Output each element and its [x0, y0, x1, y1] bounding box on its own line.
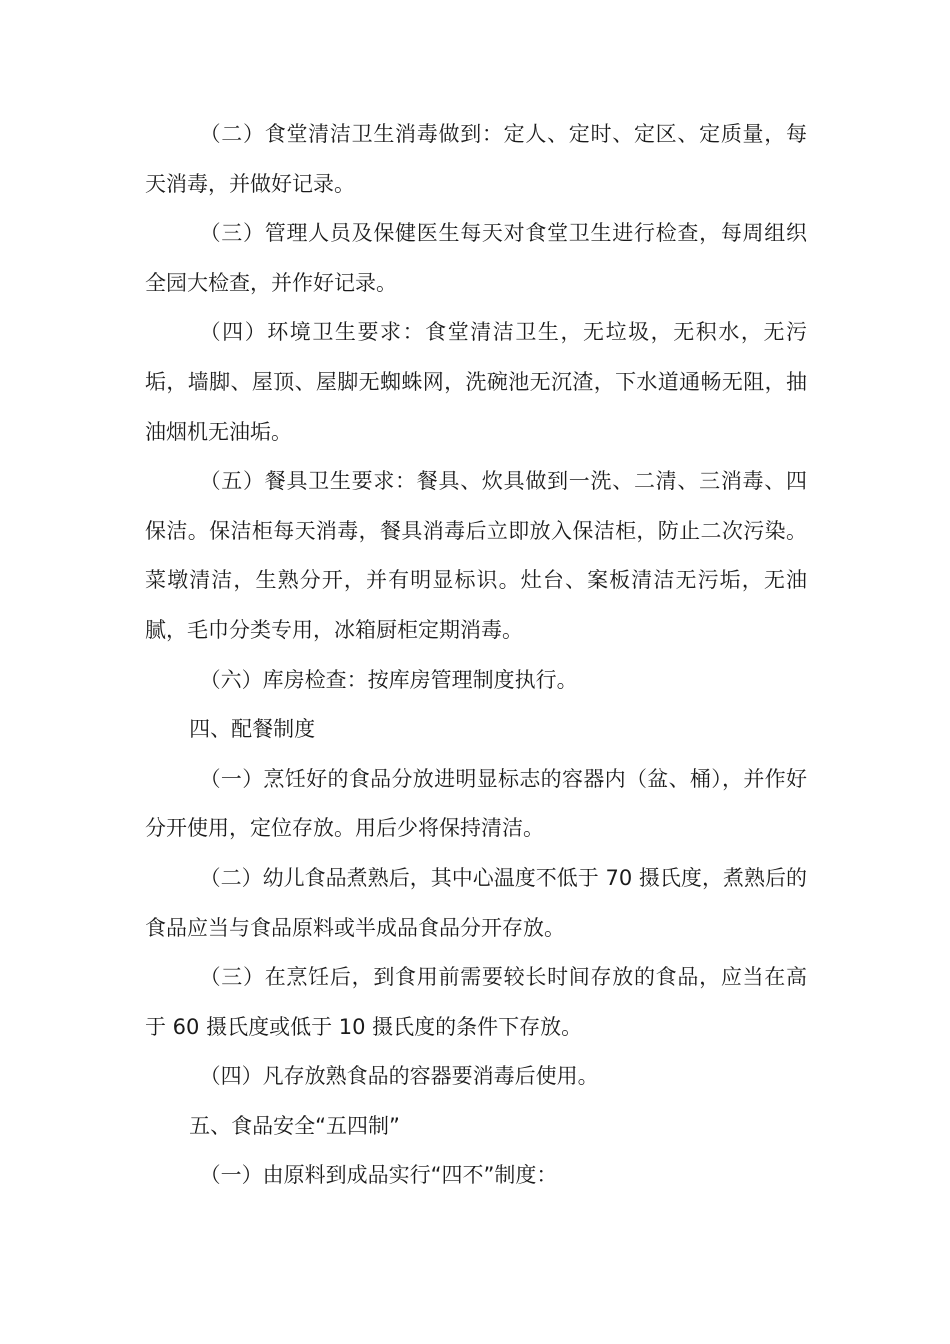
section-5-heading: 五、食品安全“五四制”	[189, 1113, 400, 1138]
para-4-1-containers: （一）烹饪好的食品分放进明显标志的容器内（盆、桶），并作好分开使用，定位存放。用后少将保持清洁。	[145, 766, 807, 841]
para-4-4-disinfect: （四）凡存放熟食品的容器要消毒后使用。	[199, 1064, 599, 1089]
para-5-tableware: （五）餐具卫生要求：餐具、炊具做到一洗、二清、三消毒、四保洁。保洁柜每天消毒，餐具消毒后立即放入保洁柜，防止二次污染。菜墩清洁，生熟分开，并有明显标识。灶台、案板清洁无污垢，无油腻，毛巾分类专用，冰箱厨柜定期消毒。	[145, 469, 807, 642]
para-2-canteen-cleaning: （二）食堂清洁卫生消毒做到：定人、定时、定区、定质量，每天消毒，并做好记录。	[145, 122, 807, 196]
para-5-1-four-no: （一）由原料到成品实行“四不”制度：	[199, 1163, 558, 1188]
para-4-3-storage-temp: （三）在烹饪后，到食用前需要较长时间存放的食品，应当在高于 60 摄氏度或低于 10 摄氏度的条件下存放。	[145, 965, 807, 1039]
document-body	[145, 110, 807, 1201]
para-4-environment: （四）环境卫生要求：食堂清洁卫生，无垃圾，无积水，无污垢，墙脚、屋顶、屋脚无蜘蛛网，洗碗池无沉渣，下水道通畅无阻，抽油烟机无油垢。	[145, 320, 807, 444]
para-6-storage: （六）库房检查：按库房管理制度执行。	[199, 667, 578, 692]
para-4-2-temperature: （二）幼儿食品煮熟后，其中心温度不低于 70 摄氏度，煮熟后的食品应当与食品原料或半成品食品分开存放。	[145, 865, 807, 940]
para-3-inspection: （三）管理人员及保健医生每天对食堂卫生进行检查，每周组织全园大检查，并作好记录。	[145, 221, 807, 295]
section-4-heading: 四、配餐制度	[189, 717, 316, 742]
